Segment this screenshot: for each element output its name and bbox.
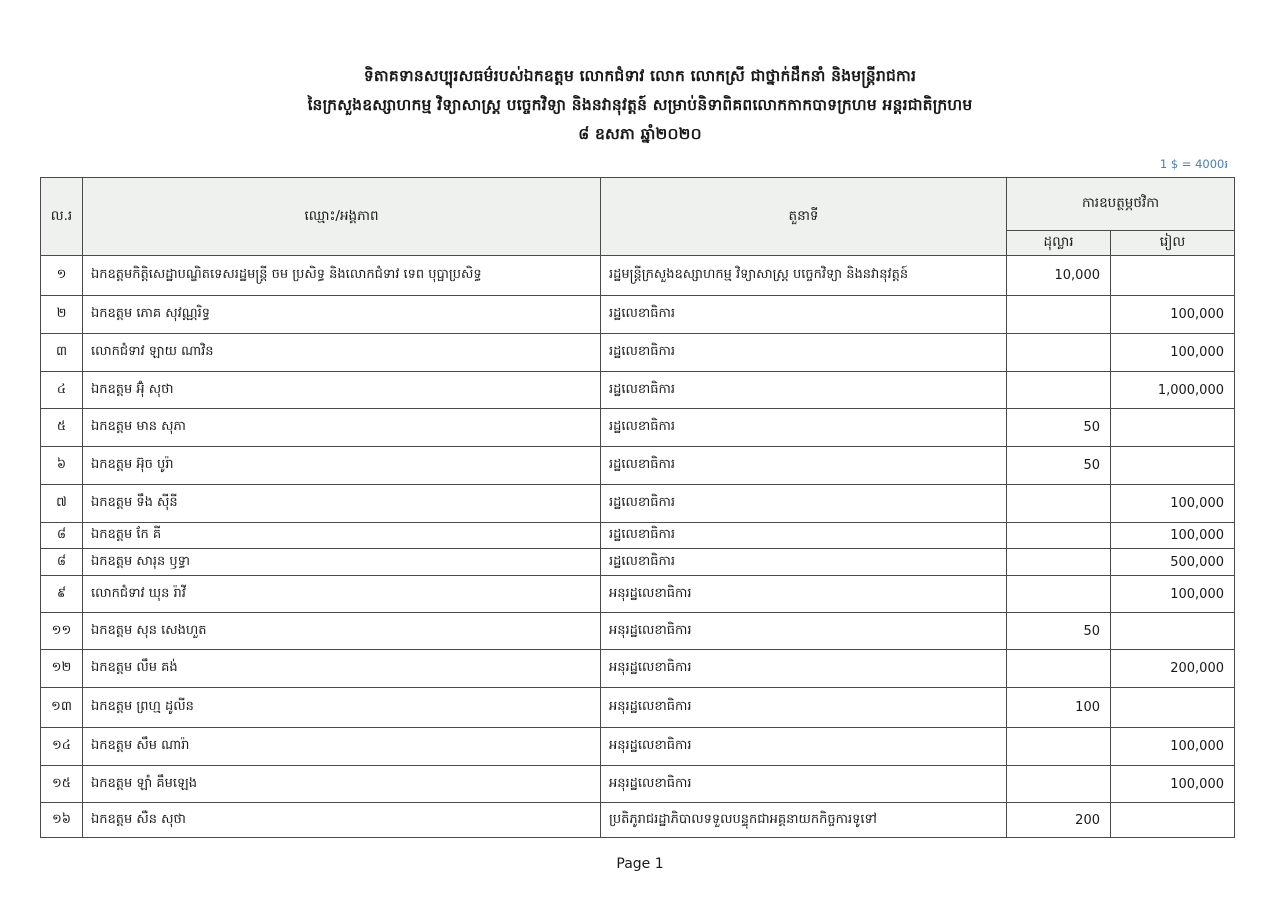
row-position: អនុរដ្ឋលេខាធិការ [601,728,1007,766]
header-name: ឈ្មោះ/អង្គភាព [83,178,601,256]
row-dollar [1007,576,1111,613]
header-no: ល.រ [41,178,83,256]
row-riel: 100,000 [1111,523,1235,549]
row-riel [1111,256,1235,296]
row-name: ឯកឧត្តម កែ គី [83,523,601,549]
row-number: ១៦ [41,803,83,838]
row-position: រដ្ឋលេខាធិការ [601,447,1007,485]
table-row [41,803,1235,838]
row-riel: 200,000 [1111,650,1235,688]
exchange-rate: 1 $ = 4000៛ [1159,157,1228,171]
document-header [0,62,1280,149]
row-position: ប្រតិភូរាជរដ្ឋាភិបាលទទួលបន្ទុកជាអគ្គនាយកកិច្ចការទូទៅ [601,803,1007,838]
row-riel: 1,000,000 [1111,372,1235,409]
table-row [41,688,1235,728]
table-row [41,613,1235,650]
row-name: ឯកឧត្តម មាន សុភា [83,409,601,447]
row-position: រដ្ឋលេខាធិការ [601,334,1007,372]
row-position: រដ្ឋលេខាធិការ [601,485,1007,523]
row-dollar [1007,728,1111,766]
row-number: ២ [41,296,83,334]
row-riel: 100,000 [1111,728,1235,766]
page-number: Page 1 [616,856,664,872]
row-number: ៥ [41,409,83,447]
row-riel: 100,000 [1111,334,1235,372]
row-riel: 100,000 [1111,576,1235,613]
row-position: រដ្ឋមន្ត្រីក្រសួងឧស្សាហកម្ម វិទ្យាសាស្ត្រ បច្ចេកវិទ្យា និងនវានុវត្តន៍ [601,256,1007,296]
row-dollar: 100 [1007,688,1111,728]
row-number: ១៤ [41,728,83,766]
row-number: ១៣ [41,688,83,728]
row-name: ឯកឧត្តម សារុន ឫទ្ធា [83,549,601,576]
row-name: ឯកឧត្តម សុន សេងហួត [83,613,601,650]
row-number: ៨ [41,549,83,576]
row-dollar [1007,549,1111,576]
header-position: តួនាទី [601,178,1007,256]
table-row [41,334,1235,372]
row-dollar: 50 [1007,447,1111,485]
row-number: ១២ [41,650,83,688]
row-riel [1111,688,1235,728]
row-position: អនុរដ្ឋលេខាធិការ [601,613,1007,650]
row-name: ឯកឧត្តមកិត្តិសេដ្ឋាបណ្ឌិតទេសរដ្ឋមន្ត្រី ចម ប្រសិទ្ធ និងលោកជំទាវ ទេព បុប្ផាប្រសិទ្ធ [83,256,601,296]
row-name: ឯកឧត្តម អ៊ុច បូរ៉ា [83,447,601,485]
row-number: ៣ [41,334,83,372]
row-number: ១ [41,256,83,296]
row-dollar [1007,334,1111,372]
header-line-2: នៃក្រសួងឧស្សាហកម្ម វិទ្យាសាស្ត្រ បច្ចេកវិទ្យា និងនវានុវត្តន៍ សម្រាប់និទាពិគពលោកកាកបាទក្រហម អន្តរជាតិក្រហម [307,96,973,114]
row-name: ឯកឧត្តម សឺន សុថា [83,803,601,838]
row-position: អនុរដ្ឋលេខាធិការ [601,650,1007,688]
row-name: ឯកឧត្តម លឹម គង់ [83,650,601,688]
row-dollar: 10,000 [1007,256,1111,296]
row-riel: 100,000 [1111,296,1235,334]
row-name: ឯកឧត្តម សឹម ណារ៉ា [83,728,601,766]
row-number: ៤ [41,372,83,409]
row-name: ឯកឧត្តម ទឹង ស៊ីនី [83,485,601,523]
row-riel [1111,803,1235,838]
row-riel: 100,000 [1111,766,1235,803]
row-position: អនុរដ្ឋលេខាធិការ [601,766,1007,803]
row-dollar [1007,766,1111,803]
row-position: អនុរដ្ឋលេខាធិការ [601,576,1007,613]
row-dollar: 50 [1007,409,1111,447]
table-row [41,549,1235,576]
row-number: ៩ [41,576,83,613]
row-dollar [1007,523,1111,549]
row-name: ឯកឧត្តម ឡាំ គឹមឡេង [83,766,601,803]
header-dollar: ដុល្លារ [1007,231,1111,256]
row-dollar [1007,650,1111,688]
row-name: លោកជំទាវ ឡាយ ណាវិន [83,334,601,372]
table-row [41,576,1235,613]
row-position: អនុរដ្ឋលេខាធិការ [601,688,1007,728]
row-name: ឯកឧត្តម ព្រហ្ម ដូលីន [83,688,601,728]
table-row [41,409,1235,447]
table-body [41,256,1235,838]
row-riel [1111,447,1235,485]
row-dollar [1007,296,1111,334]
row-position: រដ្ឋលេខាធិការ [601,549,1007,576]
table-row [41,372,1235,409]
row-number: ៧ [41,485,83,523]
row-riel [1111,409,1235,447]
row-riel [1111,613,1235,650]
row-number: ១១ [41,613,83,650]
row-name: លោកជំទាវ ឃុន រ៉ាវី [83,576,601,613]
table-row [41,256,1235,296]
row-position: រដ្ឋលេខាធិការ [601,523,1007,549]
row-position: រដ្ឋលេខាធិការ [601,296,1007,334]
row-riel: 500,000 [1111,549,1235,576]
row-dollar [1007,372,1111,409]
header-contribution: ការឧបត្ថម្ភថវិកា [1007,178,1235,231]
table-row [41,485,1235,523]
row-riel: 100,000 [1111,485,1235,523]
table-row [41,447,1235,485]
row-dollar: 50 [1007,613,1111,650]
header-line-3: ៨ ឧសភា ឆ្នាំ២០២០ [578,125,702,143]
table-row [41,766,1235,803]
table-row [41,650,1235,688]
row-number: ១៥ [41,766,83,803]
row-position: រដ្ឋលេខាធិការ [601,372,1007,409]
row-number: ៨ [41,523,83,549]
row-name: ឯកឧត្តម អ៊ុំ សុថា [83,372,601,409]
header-line-1: ទិតាគទានសប្បុរសធម៌របស់ឯកឧត្តម លោកជំទាវ លោក លោកស្រី ជាថ្នាក់ដឹកនាំ និងមន្ត្រីរាជការ [363,67,917,85]
table-row [41,296,1235,334]
row-dollar: 200 [1007,803,1111,838]
table-row [41,523,1235,549]
row-position: រដ្ឋលេខាធិការ [601,409,1007,447]
donation-table [40,177,1235,838]
table-row [41,728,1235,766]
row-name: ឯកឧត្តម ភោគ សុវណ្ណរិទ្ធ [83,296,601,334]
row-number: ៦ [41,447,83,485]
row-dollar [1007,485,1111,523]
header-riel: រៀល [1111,231,1235,256]
